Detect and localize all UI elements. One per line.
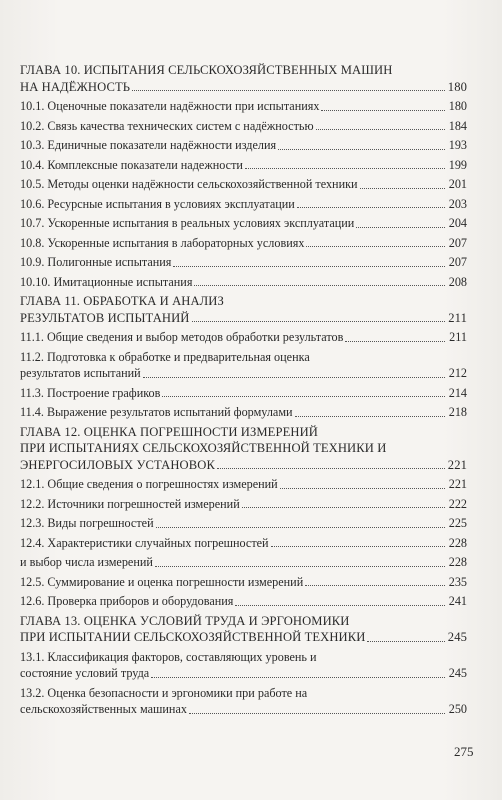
toc-page-number: 221 <box>448 477 467 491</box>
toc-entry-title-line: ГЛАВА 11. ОБРАБОТКА И АНАЛИЗ <box>20 294 224 308</box>
dot-leader <box>306 246 445 247</box>
toc-entry-title-line: 10.1. Оценочные показатели надёжности при испытаниях <box>20 99 320 113</box>
toc-entry-title-line: 10.2. Связь качества технических систем с надёжностью <box>20 118 314 133</box>
toc-entry <box>20 98 467 115</box>
dot-leader <box>143 377 445 378</box>
toc-entry-title-line: 10.9. Полигонные испытания <box>20 255 172 269</box>
toc-entry <box>20 404 467 421</box>
toc-chapter-entry <box>20 293 467 326</box>
dot-leader <box>173 266 445 267</box>
toc-entry <box>20 157 467 174</box>
toc-entry-title-line: 10.3. Единичные показатели надёжности изделия <box>20 138 277 152</box>
toc-entry-title-line: 10.8. Ускоренные испытания в лабораторных условиях <box>20 235 305 250</box>
dot-leader <box>192 321 445 322</box>
toc-entry <box>20 593 467 610</box>
dot-leader <box>271 546 445 547</box>
dot-leader <box>278 149 445 150</box>
dot-leader <box>280 488 445 489</box>
dot-leader <box>316 129 445 130</box>
dot-leader <box>151 677 445 678</box>
dot-leader <box>156 527 445 528</box>
dot-leader <box>345 341 445 342</box>
dot-leader <box>194 285 445 286</box>
toc-page-number: 221 <box>447 457 467 472</box>
toc-entry <box>20 137 467 154</box>
toc-entry-title-line: РЕЗУЛЬТАТОВ ИСПЫТАНИЙ <box>20 310 190 325</box>
toc-entry-title-line: 11.2. Подготовка к обработке и предварительная оценка <box>20 349 310 364</box>
toc-page-number: 180 <box>448 99 467 113</box>
toc-entry-title-line: ПРИ ИСПЫТАНИИ СЕЛЬСКОХОЗЯЙСТВЕННОЙ ТЕХНИКИ <box>20 630 366 644</box>
toc-entry <box>20 176 467 193</box>
toc-entry <box>20 649 467 682</box>
toc-entry <box>20 274 467 291</box>
toc-entry <box>20 515 467 532</box>
toc-entry-title-line: ГЛАВА 10. ИСПЫТАНИЯ СЕЛЬСКОХОЗЯЙСТВЕННЫХ МАШИН <box>20 63 393 77</box>
toc-entry <box>20 685 467 718</box>
toc-entry <box>20 118 467 135</box>
toc-entry-title-line: и выбор числа измерений <box>20 555 153 569</box>
toc-page-number: 222 <box>448 496 467 511</box>
toc-entry <box>20 254 467 271</box>
toc-entry-title-line: ГЛАВА 13. ОЦЕНКА УСЛОВИЙ ТРУДА И ЭРГОНОМИКИ <box>20 613 350 628</box>
dot-leader <box>132 90 445 91</box>
dot-leader <box>155 566 445 567</box>
toc-entry <box>20 496 467 513</box>
toc-entry-title-line: 12.4. Характеристики случайных погрешностей <box>20 535 269 550</box>
table-of-contents <box>20 62 467 721</box>
toc-page-number: 228 <box>448 535 467 550</box>
toc-page-number: 225 <box>448 516 467 530</box>
toc-page-number: 199 <box>448 157 467 172</box>
dot-leader <box>217 468 445 469</box>
toc-entry-title-line: 11.3. Построение графиков <box>20 385 161 400</box>
toc-page-number: 211 <box>448 310 467 325</box>
toc-entry-title-line: 10.7. Ускоренные испытания в реальных условиях эксплуатации <box>20 216 355 230</box>
toc-entry-title-line: 11.4. Выражение результатов испытаний формулами <box>20 405 293 419</box>
toc-page-number: 204 <box>448 216 467 230</box>
toc-entry <box>20 554 467 571</box>
toc-page-number: 245 <box>447 630 467 644</box>
toc-page-number: 180 <box>447 79 467 94</box>
toc-entry-title-line: ГЛАВА 12. ОЦЕНКА ПОГРЕШНОСТИ ИЗМЕРЕНИЙ <box>20 424 318 439</box>
toc-entry-title-line: 13.2. Оценка безопасности и эргономики при работе на <box>20 685 308 700</box>
toc-page-number: 245 <box>448 666 467 680</box>
toc-page-number: 212 <box>448 366 467 380</box>
toc-page-number: 203 <box>448 196 467 211</box>
toc-page-number: 228 <box>448 555 467 569</box>
dot-leader <box>189 713 445 714</box>
dot-leader <box>305 585 445 586</box>
toc-page-number: 235 <box>448 574 467 589</box>
toc-entry-title-line: 10.6. Ресурсные испытания в условиях эксплуатации <box>20 196 295 211</box>
toc-page-number: 250 <box>448 702 467 716</box>
toc-entry <box>20 329 467 346</box>
dot-leader <box>367 641 445 642</box>
toc-entry-title-line: 12.2. Источники погрешностей измерений <box>20 496 240 511</box>
toc-entry-title-line: сельскохозяйственных машинах <box>20 702 187 716</box>
toc-entry-title-line: 12.1. Общие сведения о погрешностях измерений <box>20 477 278 491</box>
toc-entry <box>20 385 467 402</box>
toc-page-number: 211 <box>449 330 467 344</box>
toc-chapter-entry <box>20 62 467 95</box>
toc-entry-title-line: ПРИ ИСПЫТАНИЯХ СЕЛЬСКОХОЗЯЙСТВЕННОЙ ТЕХНИКИ И <box>20 441 387 455</box>
toc-chapter-entry <box>20 613 467 646</box>
dot-leader <box>245 168 445 169</box>
toc-entry <box>20 215 467 232</box>
toc-entry-title-line: 11.1. Общие сведения и выбор методов обработки результатов <box>20 330 344 344</box>
toc-entry-title-line: 10.4. Комплексные показатели надежности <box>20 157 243 172</box>
toc-entry-title-line: 12.6. Проверка приборов и оборудования <box>20 594 234 608</box>
toc-entry <box>20 196 467 213</box>
dot-leader <box>321 110 445 111</box>
toc-page-number: 207 <box>448 255 467 269</box>
toc-entry <box>20 535 467 552</box>
toc-entry-title-line: 12.5. Суммирование и оценка погрешности измерений <box>20 574 304 589</box>
toc-entry-title-line: НА НАДЁЖНОСТЬ <box>20 79 131 94</box>
toc-page-number: 218 <box>448 405 467 419</box>
toc-entry-title-line: 10.5. Методы оценки надёжности сельскохозяйственной техники <box>20 177 358 191</box>
toc-page-number: 184 <box>448 118 467 133</box>
dot-leader <box>295 416 445 417</box>
toc-entry <box>20 574 467 591</box>
toc-entry <box>20 349 467 382</box>
dot-leader <box>242 507 445 508</box>
toc-entry-title-line: результатов испытаний <box>20 366 141 380</box>
dot-leader <box>235 605 445 606</box>
dot-leader <box>297 207 445 208</box>
toc-entry <box>20 235 467 252</box>
toc-page-number: 241 <box>448 594 467 608</box>
toc-page-number: 193 <box>448 138 467 152</box>
toc-page-number: 214 <box>448 385 467 400</box>
toc-entry-title-line: ЭНЕРГОСИЛОВЫХ УСТАНОВОК <box>20 457 215 472</box>
toc-entry-title-line: 10.10. Имитационные испытания <box>20 274 193 289</box>
toc-page-number: 208 <box>448 274 467 289</box>
toc-page-number: 207 <box>448 235 467 250</box>
page-number: 275 <box>454 744 474 759</box>
dot-leader <box>162 396 445 397</box>
toc-entry-title-line: 13.1. Классификация факторов, составляющих уровень и <box>20 649 317 664</box>
toc-chapter-entry <box>20 424 467 474</box>
toc-entry <box>20 476 467 493</box>
dot-leader <box>360 188 445 189</box>
toc-entry-title-line: состояние условий труда <box>20 666 150 680</box>
toc-page-number: 201 <box>448 177 467 191</box>
dot-leader <box>356 227 445 228</box>
toc-entry-title-line: 12.3. Виды погрешностей <box>20 516 154 530</box>
